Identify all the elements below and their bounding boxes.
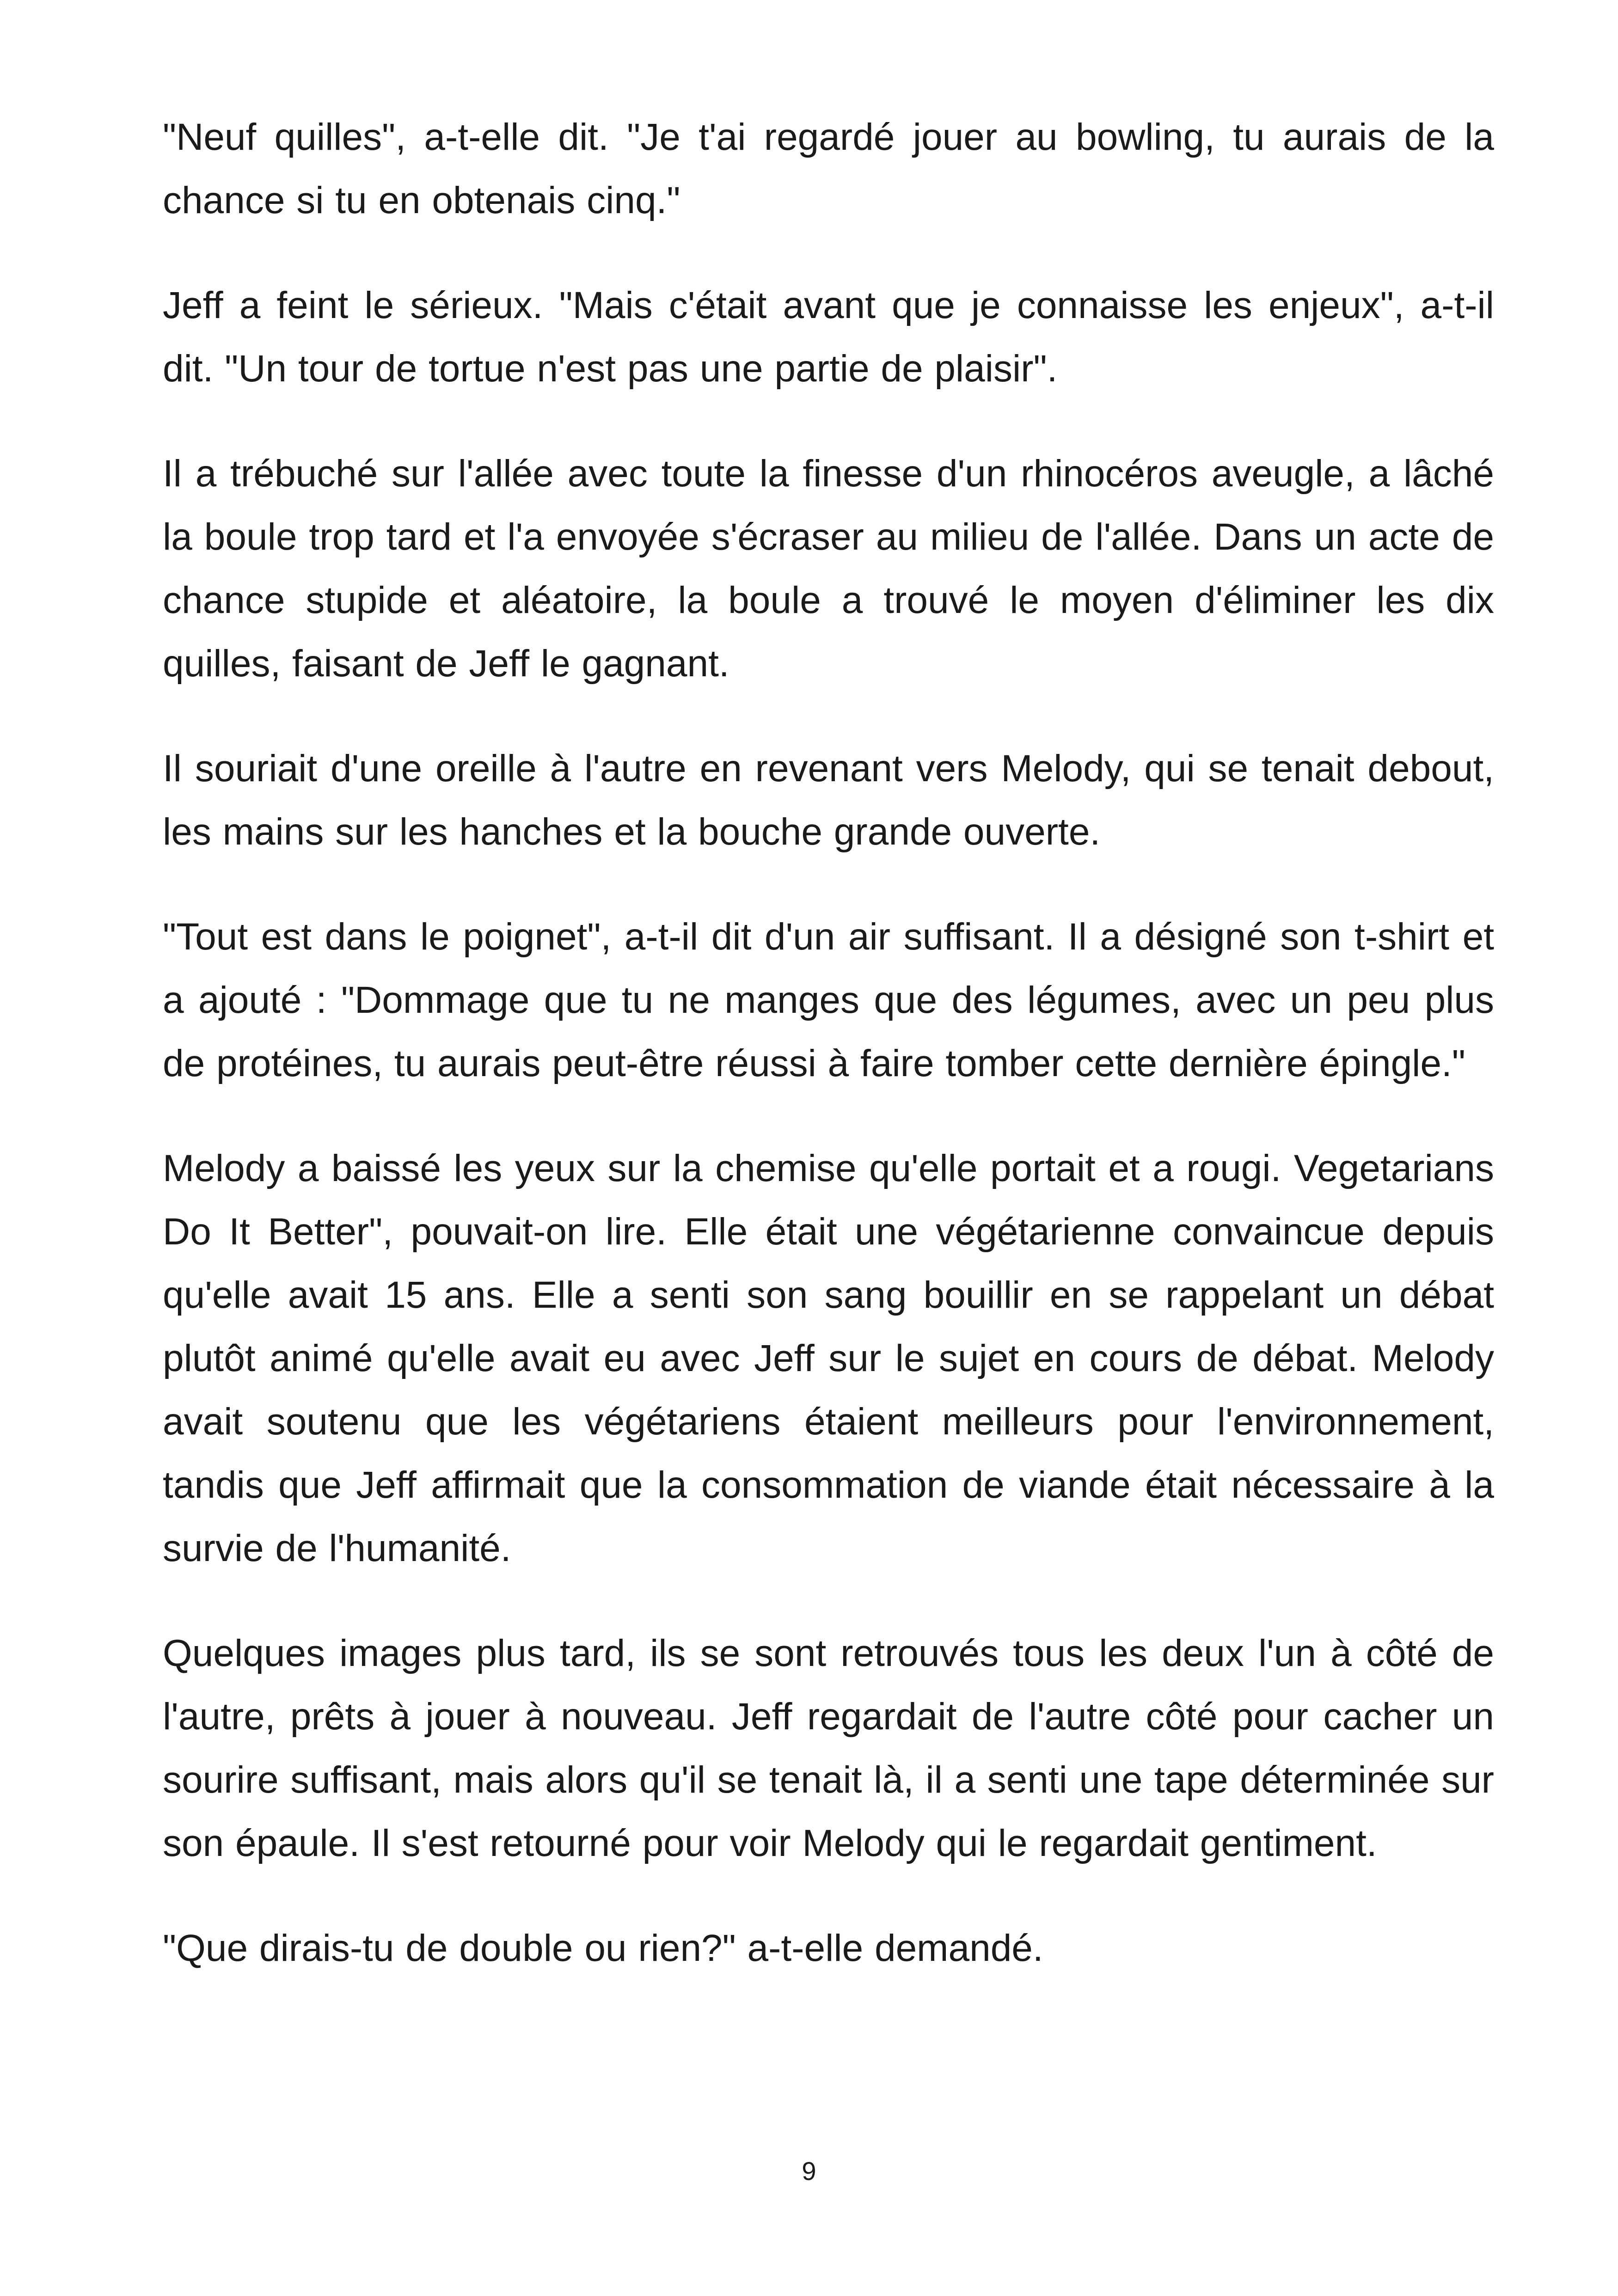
body-text	[163, 105, 1494, 1980]
page-number: 9	[802, 2156, 816, 2186]
paragraph-7: Quelques images plus tard, ils se sont retrouvés tous les deux l'un à côté de l'autre, prêts à jouer à nouveau. Jeff regardait de l'autre côté pour cacher un sourire suffisant, mais alors qu'il se tenait là, il a senti une tape déterminée sur son épaule. Il s'est retourné pour voir Melody qui le regardait gentiment.	[163, 1632, 1494, 1864]
paragraph-2: Jeff a feint le sérieux. "Mais c'était avant que je connaisse les enjeux", a-t-il dit. "Un tour de tortue n'est pas une partie de plaisir".	[163, 284, 1494, 390]
paragraph-5: "Tout est dans le poignet", a-t-il dit d'un air suffisant. Il a désigné son t-shirt et a ajouté : "Dommage que tu ne manges que des légumes, avec un peu plus de protéines, tu aurais peut-être réussi à faire tomber cette dernière épingle."	[163, 916, 1494, 1084]
paragraph-4: Il souriait d'une oreille à l'autre en revenant vers Melody, qui se tenait debout, les mains sur les hanches et la bouche grande ouverte.	[163, 747, 1494, 853]
paragraph-8: "Que dirais-tu de double ou rien?" a-t-elle demandé.	[163, 1927, 1043, 1969]
paragraph-1: "Neuf quilles", a-t-elle dit. "Je t'ai regardé jouer au bowling, tu aurais de la chance si tu en obtenais cinq."	[163, 116, 1494, 221]
paragraph-3: Il a trébuché sur l'allée avec toute la finesse d'un rhinocéros aveugle, a lâché la boule trop tard et l'a envoyée s'écraser au milieu de l'allée. Dans un acte de chance stupide et aléatoire, la boule a trouvé le moyen d'éliminer les dix quilles, faisant de Jeff le gagnant.	[163, 453, 1494, 685]
paragraph-6: Melody a baissé les yeux sur la chemise qu'elle portait et a rougi. Vegetarians Do It Better", pouvait-on lire. Elle était une végétarienne convaincue depuis qu'elle avait 15 ans. Elle a senti son sang bouillir en se rappelant un débat plutôt animé qu'elle avait eu avec Jeff sur le sujet en cours de débat. Melody avait soutenu que les végétariens étaient meilleurs pour l'environnement, tandis que Jeff affirmait que la consommation de viande était nécessaire à la survie de l'humanité.	[163, 1147, 1494, 1569]
